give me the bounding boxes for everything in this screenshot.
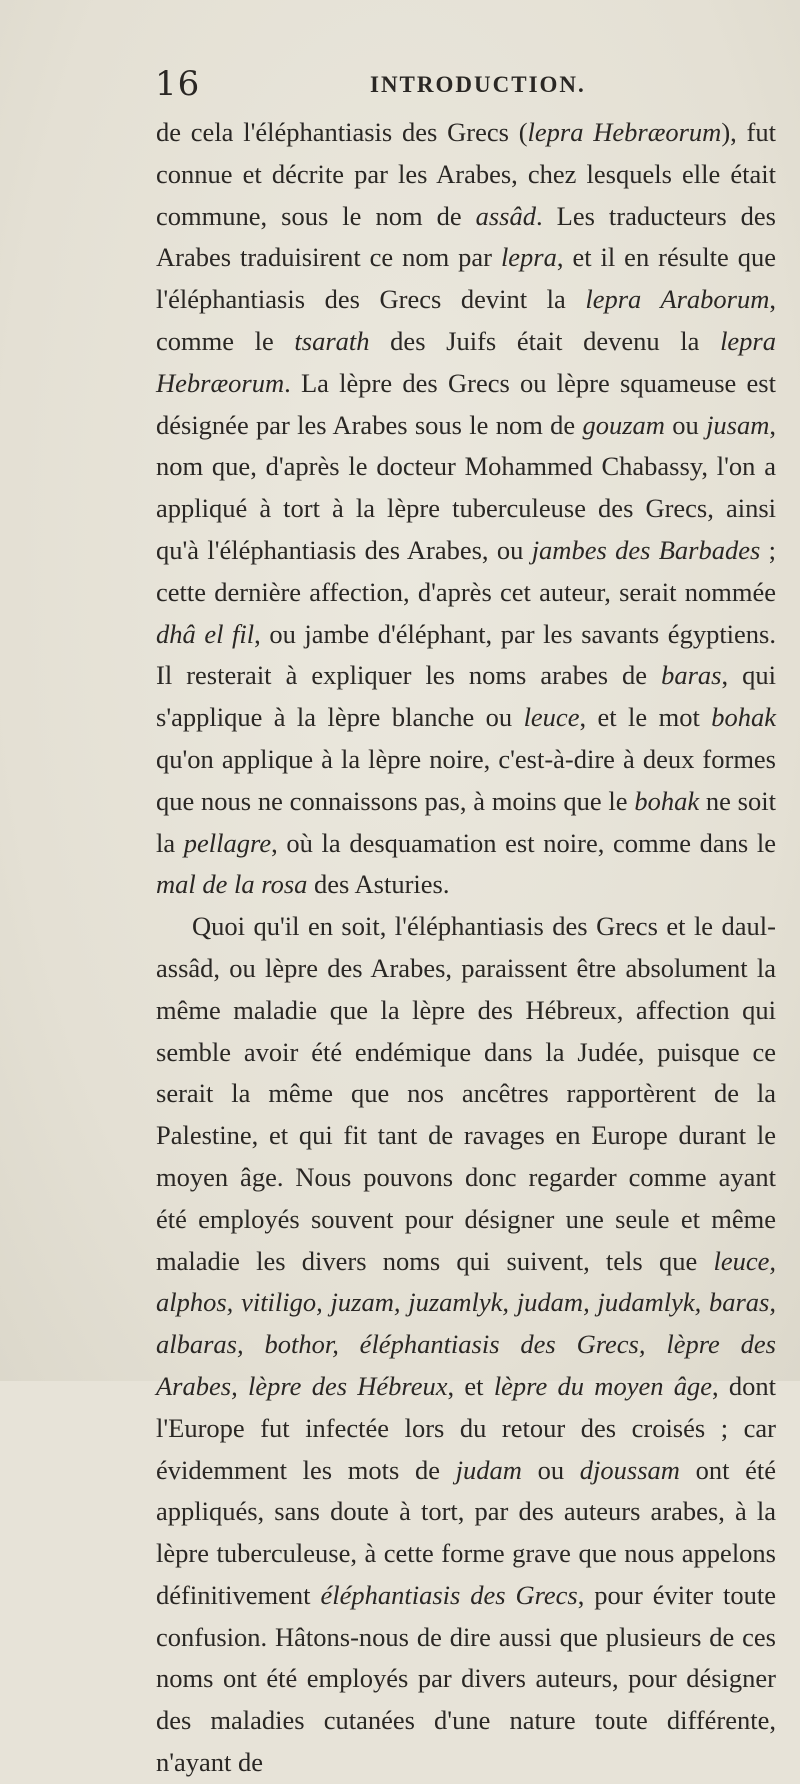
italic-term: mal de la rosa [156,869,308,900]
italic-term: djoussam [579,1454,680,1485]
text-run: qu'on applique à la lèpre noire, c'est-à-dire à deux formes que nous ne connaissons pas, à moins que le [156,743,776,816]
text-run: , et il en résulte que l'éléphantiasis des Grecs devint la [156,242,776,315]
running-head [155,64,775,104]
paragraph [156,112,776,906]
italic-term: lepra Hebræorum [527,117,722,147]
italic-term: assâd [475,200,536,231]
text-run: des Juifs était devenu la [369,325,721,356]
text-run: ; cette dernière affection, d'après cet auteur, serait nommée [156,534,776,607]
italic-term: pellagre [183,827,272,858]
italic-term: jambes des Barbades [531,534,761,565]
text-run: ), fut connue et décrite par les Arabes, chez lesquels elle était commune, sous le nom de [156,117,776,231]
italic-term: lepra [500,242,557,273]
body-text [156,112,776,1784]
text-run: , où la desquamation est noire, comme dans le [271,827,776,858]
italic-term: bohak [634,785,700,816]
text-run: des Asturies. [307,869,450,900]
text-run: , et [447,1370,494,1401]
text-run: , qui s'applique à la lèpre blanche ou [156,660,776,733]
text-run: ou [664,409,707,440]
text-run: ou [521,1454,580,1485]
italic-term: gouzam [582,409,665,440]
text-run: . Les traducteurs des Arabes traduisirent ce nom par [156,200,776,273]
page-number: 16 [155,64,201,104]
text-run: ne soit la [156,785,776,858]
italic-term: leuce [523,702,580,733]
paragraph [156,906,776,1784]
text-run: , pour éviter toute confusion. Hâtons-nous de dire aussi que plusieurs de ces noms ont été employés par divers auteurs, pour désigner des maladies cutanées d'une nature toute différente, n'ayant de [156,1579,776,1778]
text-run: , et le mot [579,702,712,733]
italic-term: éléphantiasis des Grecs [320,1579,578,1610]
text-run: , nom que, d'après le docteur Mohammed Chabassy, l'on a appliqué à tort à la lèpre tuberculeuse des Grecs, ainsi qu'à l'éléphantiasis des Arabes, ou [156,409,777,565]
text-run: , ou jambe d'éléphant, par les savants égyptiens. Il resterait à expliquer les noms arabes de [156,618,776,691]
text-run: . La lèpre des Grecs ou lèpre squameuse est désignée par les Arabes sous le nom de [156,367,776,440]
italic-term: tsarath [294,325,370,356]
italic-term: judam [455,1454,522,1485]
italic-term: leuce, alphos, vitiligo, juzam, juzamlyk, judam, judamlyk, baras, albaras, bothor, éléphantiasis des Grecs, lèpre des Arabes, lèpre des Hébreux [156,1245,776,1401]
italic-term: jusam [706,409,770,440]
text-run: Quoi qu'il en soit, l'éléphantiasis des Grecs et le daul-assâd, ou lèpre des Arabes, paraissent être absolument la même maladie que la lèpre des Hébreux, affection qui semble avoir été endémique dans la Judée, puisque ce serait la même que nos ancêtres rapportèrent de la Palestine, et qui fit tant de ravages en Europe durant le moyen âge. Nous pouvons donc regarder comme ayant été employés souvent pour désigner une seule et même maladie les divers noms qui suivent, tels que [156,911,776,1276]
italic-term: bohak [711,702,776,733]
italic-term: baras [661,660,722,691]
italic-term: lèpre du moyen âge [493,1370,712,1401]
italic-term: lepra Araborum [585,284,770,315]
running-title: INTRODUCTION. [370,72,586,97]
text-run: , comme le [156,284,776,356]
text-run: ont été appliqués, sans doute à tort, par des auteurs arabes, à la lèpre tuberculeuse, à cette forme grave que nous appelons définitivement [156,1454,776,1610]
italic-term: lepra Hebræorum [156,325,776,398]
italic-term: dhâ el fil [156,618,255,649]
text-run: de cela l'éléphantiasis des Grecs ( [156,117,528,147]
text-run: , dont l'Europe fut infectée lors du retour des croisés ; car évidemment les mots de [156,1370,776,1485]
